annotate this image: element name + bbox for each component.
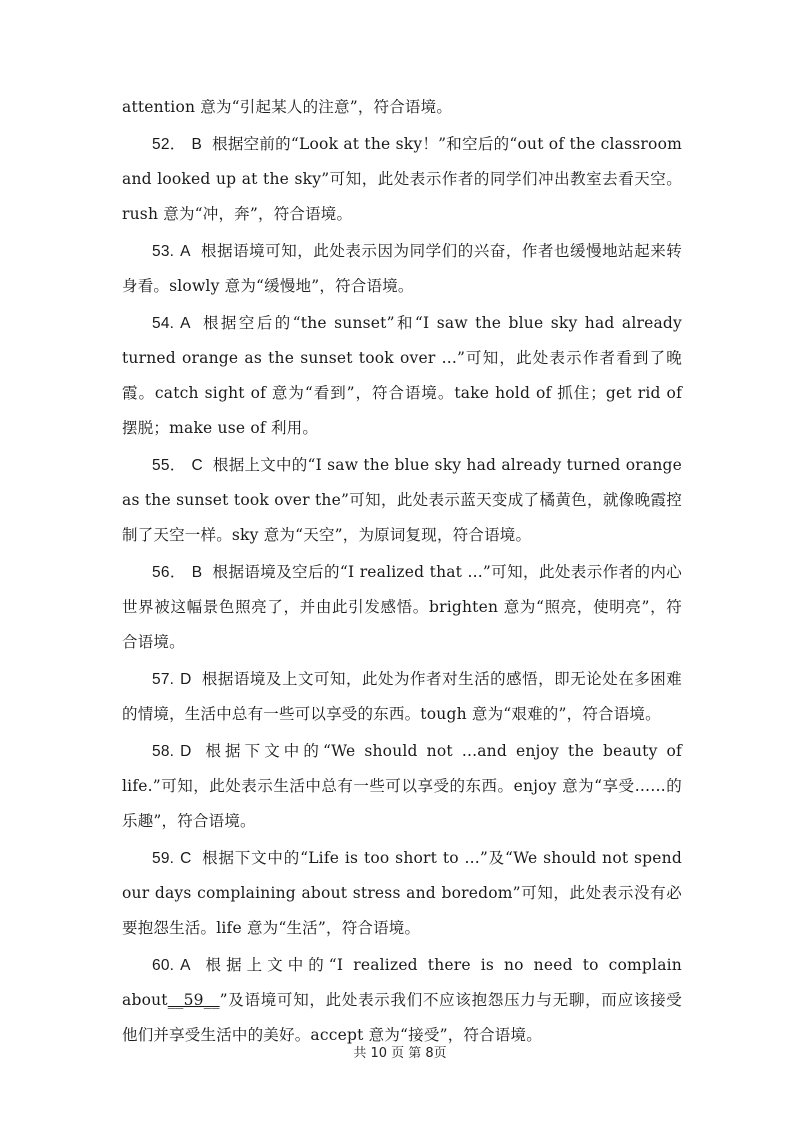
paragraph-text: 根据语境可知，此处表示因为同学们的兴奋，作者也缓慢地站起来转身看。slowly 意为“缓慢地”，符合语境。 bbox=[122, 242, 682, 295]
paragraph-text: 根据下文中的“We should not ...and enjoy the beauty of life.”可知，此处表示生活中总有一些可以享受的东西。enjoy 意为“享受……的乐趣”，符合语境。 bbox=[122, 742, 682, 830]
page-number-label: 共 10 页 第 8页 bbox=[353, 1046, 447, 1061]
question-number: 56． bbox=[152, 564, 186, 581]
question-number: 60. bbox=[152, 957, 175, 974]
question-number: 53. bbox=[152, 243, 175, 260]
paragraph-text: 根据下文中的“Life is too short to ...”及“We should not spend our days complaining about stress and boredom”可知，此处表示没有必要抱怨生活。life 意为“生活”，符合语境。 bbox=[122, 849, 682, 937]
answer-letter: A bbox=[180, 957, 191, 974]
answer-letter: D bbox=[180, 671, 192, 688]
paragraph-text-before-blank: 根据上文中的“I realized there is no need to complain about bbox=[122, 956, 682, 1009]
question-number: 55． bbox=[152, 457, 186, 474]
question-number: 58. bbox=[152, 743, 175, 760]
paragraph-text-after-blank: ”及语境可知，此处表示我们不应该抱怨压力与无聊，而应该接受他们并享受生活中的美好。accept 意为“接受”，符合语境。 bbox=[122, 991, 682, 1044]
answer-letter: A bbox=[180, 243, 191, 260]
paragraph-q58 bbox=[122, 734, 682, 839]
paragraph-q60 bbox=[122, 948, 682, 1053]
paragraph-text: 根据语境及空后的“I realized that ...”可知，此处表示作者的内心世界被这幅景色照亮了，并由此引发感悟。brighten 意为“照亮，使明亮”，符合语境。 bbox=[122, 563, 682, 651]
question-number: 57. bbox=[152, 671, 175, 688]
paragraph-q59 bbox=[122, 841, 682, 946]
answer-explanations bbox=[122, 90, 682, 1055]
answer-letter: D bbox=[180, 743, 192, 760]
paragraph-q52 bbox=[122, 127, 682, 232]
page-footer bbox=[0, 1042, 800, 1061]
paragraph-text: 根据空后的“the sunset”和“I saw the blue sky had already turned orange as the sunset took over ...”可知，此处表示作者看到了晚霞。catch sight of 意为“看到”，符合语境。take hold of 抓住；get rid of 摆脱；make use of 利用。 bbox=[122, 314, 682, 437]
paragraph-q54 bbox=[122, 306, 682, 446]
question-number: 59. bbox=[152, 850, 175, 867]
paragraph-q53 bbox=[122, 234, 682, 304]
answer-letter: B bbox=[191, 136, 203, 153]
paragraph-text: 根据上文中的“I saw the blue sky had already turned orange as the sunset took over the”可知，此处表示蓝天变成了橘黄色，就像晚霞控制了天空一样。sky 意为“天空”，为原词复现，符合语境。 bbox=[122, 456, 682, 544]
paragraph-text: 根据语境及上文可知，此处为作者对生活的感悟，即无论处在多困难的情境，生活中总有一些可以享受的东西。tough 意为“艰难的”，符合语境。 bbox=[122, 670, 682, 723]
paragraph-continuation bbox=[122, 90, 682, 125]
question-number: 52． bbox=[152, 136, 186, 153]
question-number: 54. bbox=[152, 315, 175, 332]
paragraph-q57 bbox=[122, 662, 682, 732]
answer-letter: C bbox=[180, 850, 192, 867]
paragraph-text: attention 意为“引起某人的注意”，符合语境。 bbox=[122, 98, 453, 116]
blank-reference: __59__ bbox=[167, 991, 220, 1009]
answer-letter: A bbox=[180, 315, 191, 332]
paragraph-q55 bbox=[122, 448, 682, 553]
answer-letter: B bbox=[191, 564, 203, 581]
paragraph-text: 根据空前的“Look at the sky！”和空后的“out of the classroom and looked up at the sky”可知，此处表示作者的同学们冲出教室去看天空。rush 意为“冲，奔”，符合语境。 bbox=[122, 135, 682, 223]
paragraph-q56 bbox=[122, 555, 682, 660]
answer-letter: C bbox=[191, 457, 203, 474]
